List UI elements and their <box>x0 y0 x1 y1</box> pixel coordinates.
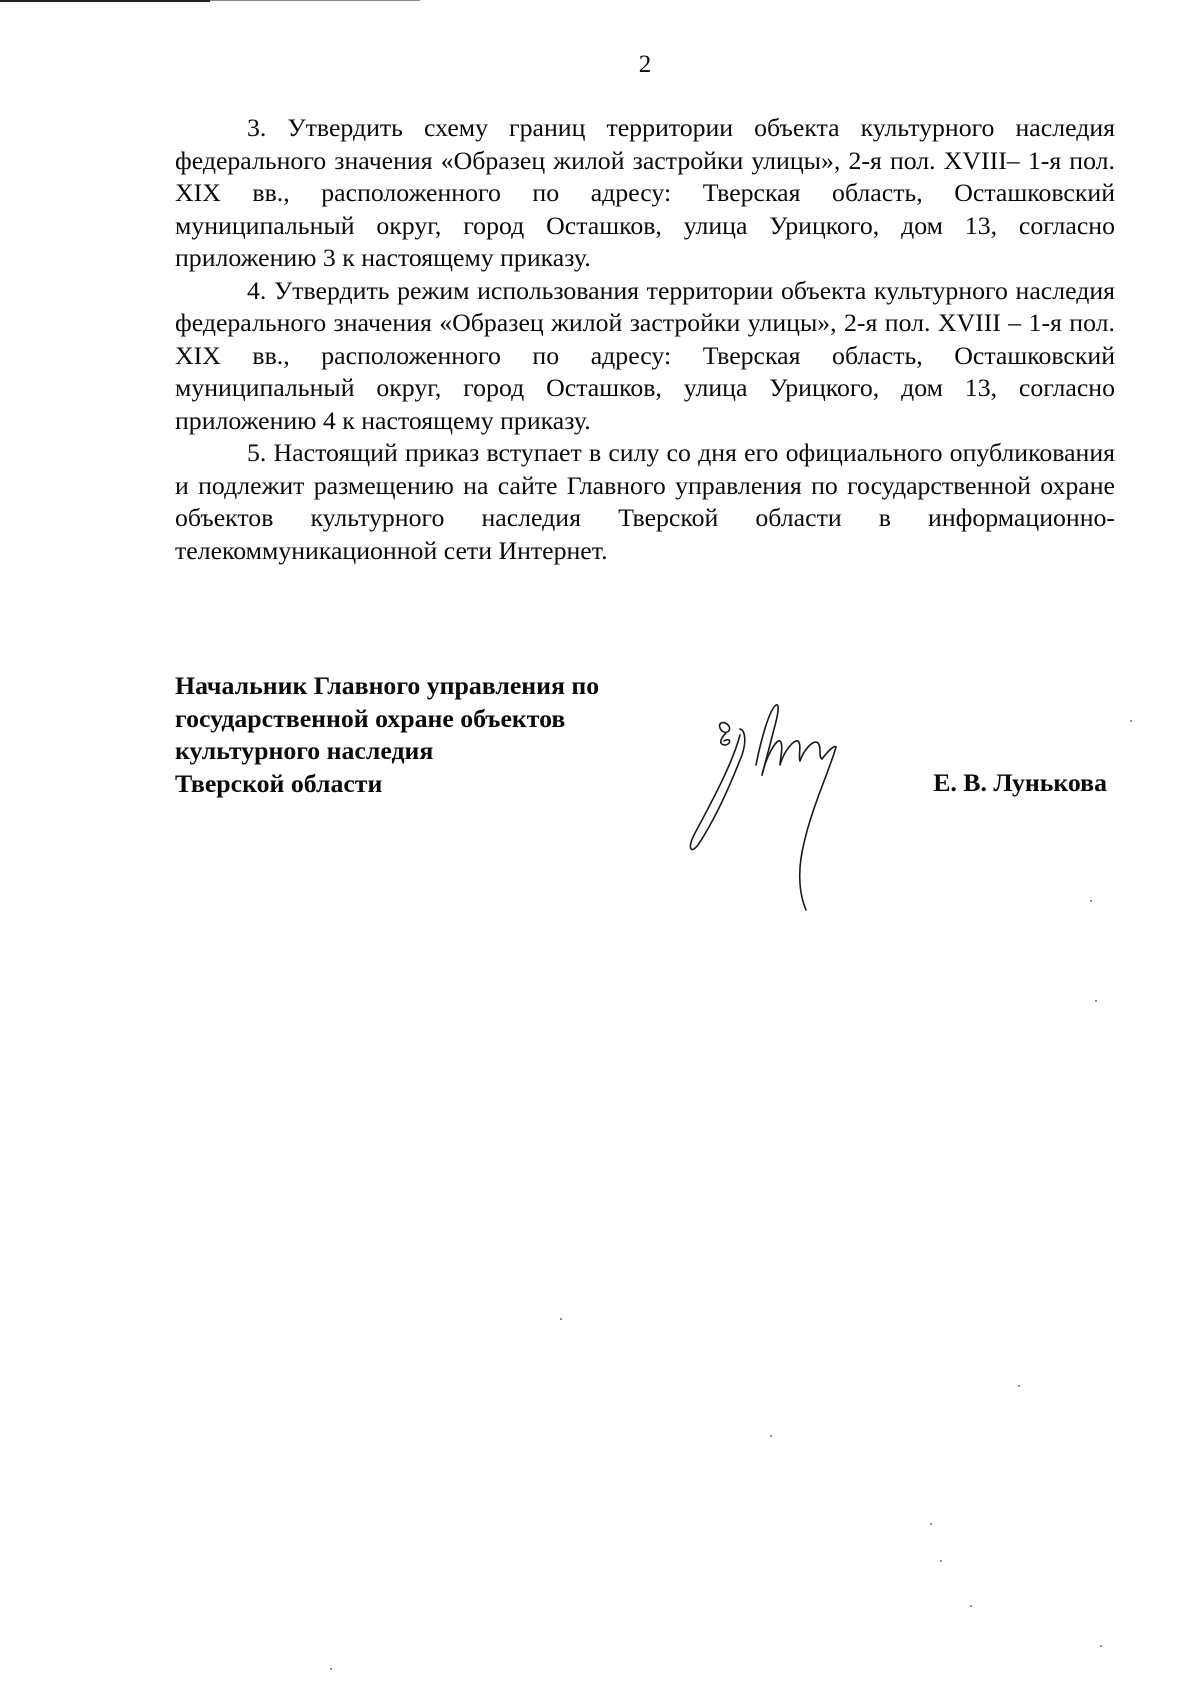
paragraph-item-4: 4. Утвердить режим использования территории объекта культурного наследия федерального значения «Образец жилой застройки улицы», 2-я пол. XVIII – 1-я пол. XIX вв., расположенного по адресу: Тверская область, Осташковский муниципальный округ, город Осташков, улица Урицкого, дом 13, согласно приложению 4 к настоящему приказу. <box>175 275 1115 435</box>
scan-speck <box>1095 1000 1097 1002</box>
signatory-position-line: культурного наследия <box>175 736 434 765</box>
scan-speck <box>560 1318 562 1320</box>
scan-speck <box>1018 1385 1020 1387</box>
scan-speck <box>330 1668 332 1670</box>
signatory-name: Е. В. Лунькова <box>933 768 1107 797</box>
scan-speck <box>1130 720 1132 722</box>
page-number: 2 <box>638 51 652 78</box>
paragraph-item-3: 3. Утвердить схему границ территории объекта культурного наследия федерального значения «Образец жилой застройки улицы», 2-я пол. XVIII– 1-я пол. XIX вв., расположенного по адресу: Тверская область, Осташковский муниципальный округ, город Осташков, улица Урицкого, дом 13, согласно приложению 3 к настоящему приказу. <box>175 113 1115 272</box>
document-body <box>175 112 1115 567</box>
handwritten-signature <box>670 695 870 915</box>
signatory-position <box>175 670 695 800</box>
scan-speck <box>940 1560 942 1562</box>
paragraph-item-5: 5. Настоящий приказ вступает в силу со дня его официального опубликования и подлежит размещению на сайте Главного управления по государственной охране объектов культурного наследия Тверской области в информационно-телекоммуникационной сети Интернет. <box>175 438 1115 565</box>
scan-top-border-faint <box>210 0 420 1</box>
signatory-position-line: Тверской области <box>175 768 383 798</box>
signatory-position-line: государственной охране объектов <box>175 703 566 733</box>
signatory-position-line: Начальник Главного управления по <box>175 671 600 700</box>
scan-speck <box>970 1605 972 1607</box>
scan-speck <box>930 1523 932 1525</box>
scan-speck <box>770 1435 772 1437</box>
scan-speck <box>1090 900 1092 902</box>
scan-speck <box>1100 1645 1102 1647</box>
scan-top-border <box>0 0 210 2</box>
